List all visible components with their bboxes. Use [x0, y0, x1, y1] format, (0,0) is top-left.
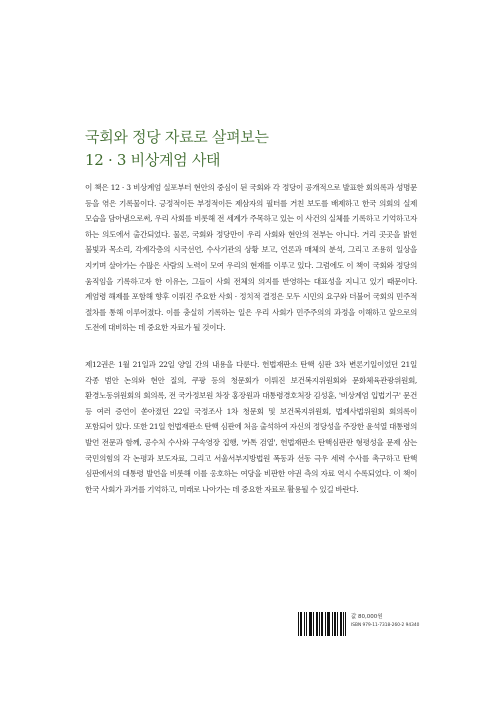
- book-title: [85, 126, 425, 172]
- book-title-line-1: 국회와 정당 자료로 살펴보는: [85, 128, 269, 146]
- book-title-line-2: 12 · 3 비상계엄 사태: [85, 151, 221, 169]
- price-label: 값 80,000원: [351, 614, 383, 620]
- isbn-label: ISBN 979-11-7318-260-2 94340: [351, 623, 420, 628]
- description-paragraph-2: 제12권은 1월 21일과 22일 양일 간의 내용을 다룬다. 헌법재판소 탄핵 심판 3차 변론기일이었던 21일 각종 범안 논의와 현안 질의, 쿠팡 등의 청문회가 이뤄진 보건복지위원회와 문화체육관광위원회, 환경노동위원회의 회의록, 전 국가정보원 차장 홍장원과 대통령경호처장 김성훈, '비상계엄 입법기구' 문건 등 여러 증언이 쏟아졌던 22일 국정조사 1차 청문회 및 보건복지위원회, 법제사법위원회 회의록이 포함되어 있다. 또한 21일 헌법재판소 탄핵 심판에 처음 출석하여 자신의 정당성을 주장한 윤석열 대통령의 발언 전문과 함께, 공수처 수사와 구속영장 집행, '카톡 검열', 헌법재판소 탄핵심판관 형평성을 문제 삼는 국민의힘의 각 논평과 보도자료, 그리고 서울서부지방법원 폭동과 선동 극우 세력 수사를 촉구하고 탄핵 심판에서의 대통령 발언을 비롯해 이를 옹호하는 여당을 비판한 야권 측의 자료 역시 수록되었다. 이 책이 한국 사회가 과거를 기억하고, 미래로 나아가는 데 중요한 자료로 활용될 수 있길 바란다.: [85, 359, 417, 494]
- barcode-block: [298, 612, 420, 640]
- isbn-barcode: [298, 612, 348, 636]
- description: [85, 180, 417, 497]
- barcode-bar: [345, 612, 346, 636]
- description-paragraph-1: 이 책은 12 · 3 비상계엄 실포부터 현안의 중심이 된 국회와 각 정당이 공개적으로 발표한 회의록과 성명문 등을 엮은 기록물이다. 긍정적이든 부정적이든 제삼자의 필터를 거친 보도를 배제하고 한국 의회의 실제 모습을 담아냄으로써, 우리 사회를 비롯해 전 세계가 주목하고 있는 이 사건의 실체를 기록하고 기억하고자 하는 의도에서 출간되었다. 물론, 국회와 정당만이 우리 사회와 현안의 전부는 아니다. 거리 곳곳을 밝힌 불빛과 목소리, 각계각층의 시국선언, 수사기관의 상황 보고, 언론과 매체의 분석, 그리고 조용히 일상을 지키며 살아가는 수많은 사람의 노력이 모여 우리의 현재를 이루고 있다. 그럼에도 이 책이 국회와 정당의 움직임을 기록하고자 한 이유는, 그들이 사회 전체의 의지를 반영하는 대표성을 지니고 있기 때문이다. 계엄령 해제를 포함해 향후 이뤄진 주요한 사회 · 정치적 결정은 모두 시민의 요구와 더불어 국회의 민주적 절차를 통해 이루어졌다. 이를 충실히 기록하는 일은 우리 사회가 민주주의의 과정을 이해하고 앞으로의 도전에 대비하는 데 중요한 자료가 될 것이다.: [85, 183, 417, 333]
